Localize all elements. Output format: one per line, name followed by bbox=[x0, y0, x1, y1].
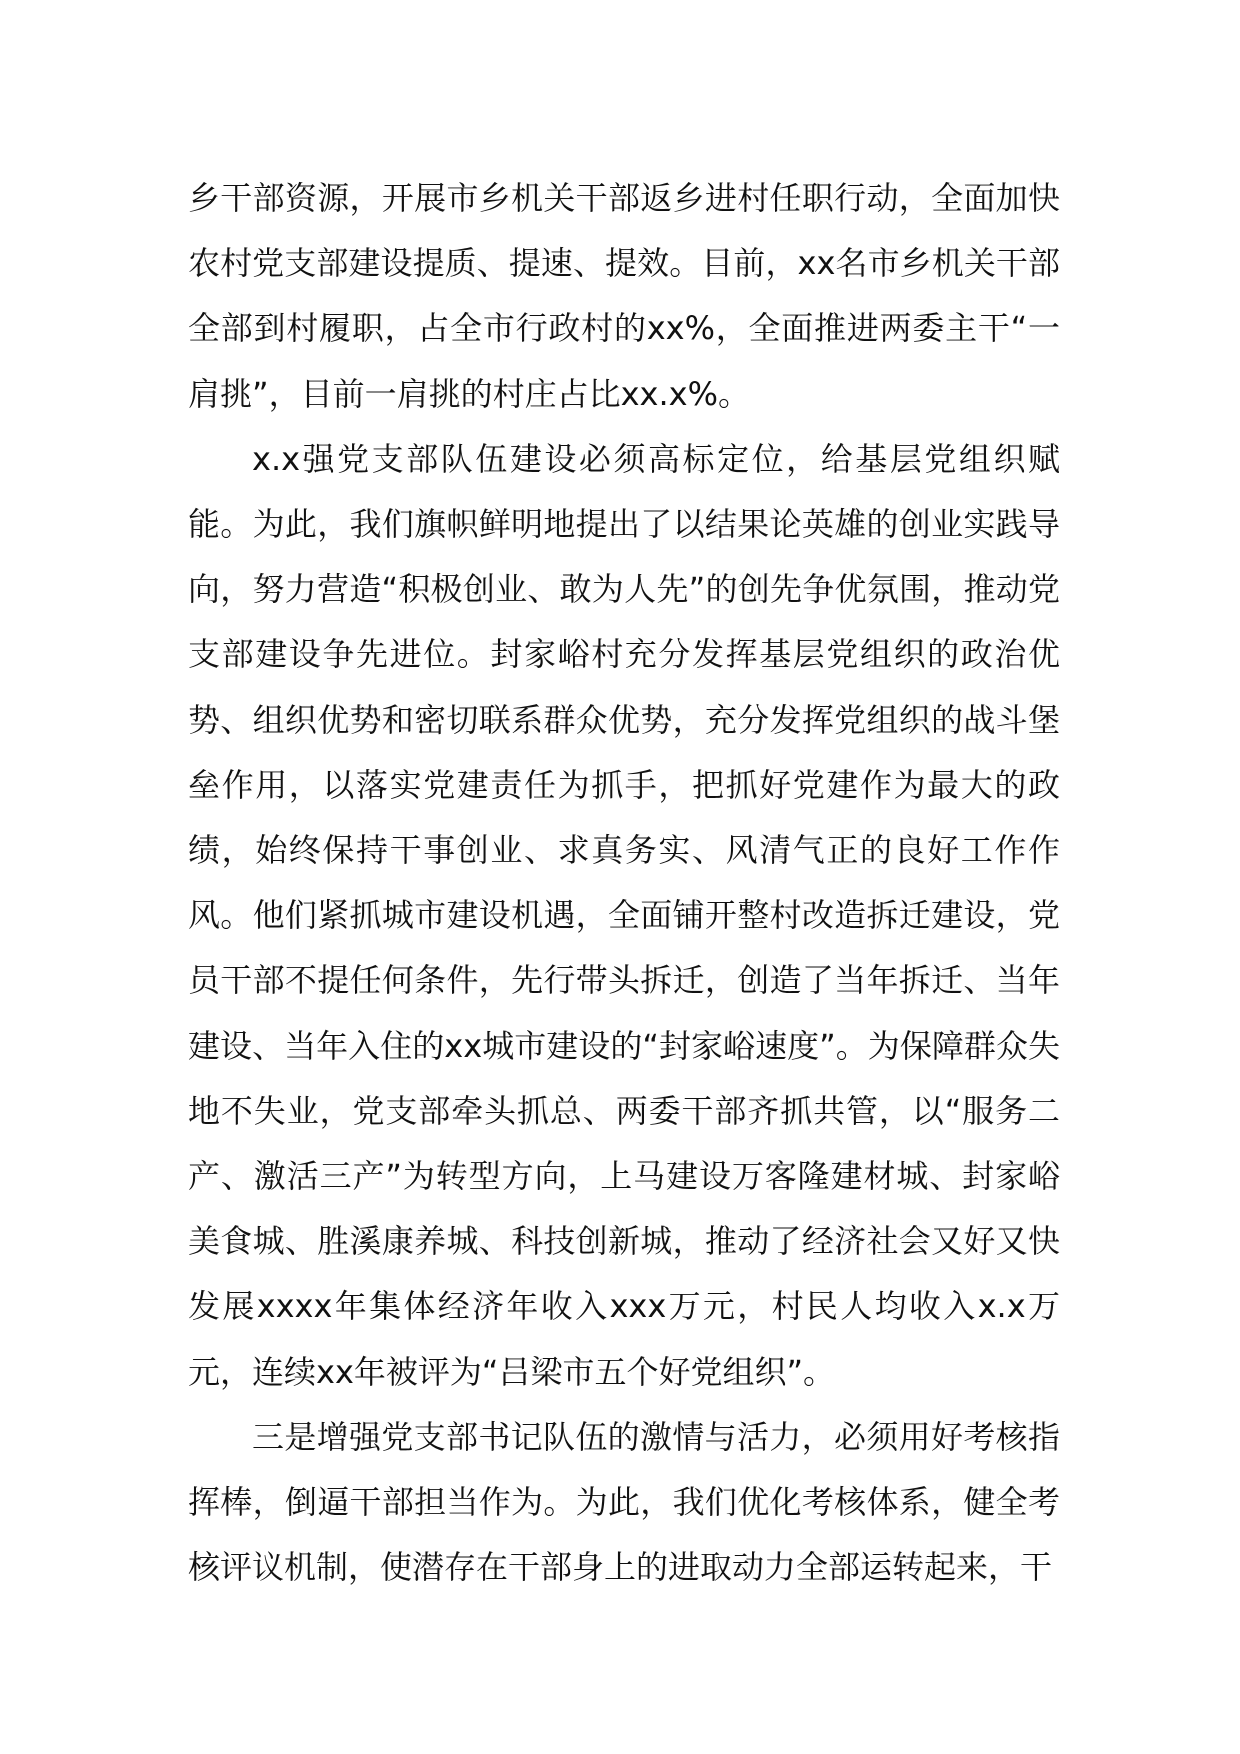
paragraph-3: 三是增强党支部书记队伍的激情与活力，必须用好考核指挥棒，倒逼干部担当作为。为此，我们优化考核体系，健全考核评议机制，使潜存在干部身上的进取动力全部运转起来，干 bbox=[188, 1417, 1060, 1587]
document-body bbox=[188, 166, 1060, 1600]
paragraph-2: x.x强党支部队伍建设必须高标定位，给基层党组织赋能。为此，我们旗帜鲜明地提出了以结果论英雄的创业实践导向，努力营造“积极创业、敢为人先”的创先争优氛围，推动党支部建设争先进位。封家峪村充分发挥基层党组织的政治优势、组织优势和密切联系群众优势，充分发挥党组织的战斗堡垒作用，以落实党建责任为抓手，把抓好党建作为最大的政绩，始终保持干事创业、求真务实、风清气正的良好工作作风。他们紧抓城市建设机遇，全面铺开整村改造拆迁建设，党员干部不提任何条件，先行带头拆迁，创造了当年拆迁、当年建设、当年入住的xx城市建设的“封家峪速度”。为保障群众失地不失业，党支部牵头抓总、两委干部齐抓共管，以“服务二产、激活三产”为转型方向，上马建设万客隆建材城、封家峪美食城、胜溪康养城、科技创新城，推动了经济社会又好又快发展xxxx年集体经济年收入xxx万元，村民人均收入x.x万元，连续xx年被评为“吕梁市五个好党组织”。 bbox=[188, 439, 1060, 1391]
paragraph-1: 乡干部资源，开展市乡机关干部返乡进村任职行动，全面加快农村党支部建设提质、提速、提效。目前，xx名市乡机关干部全部到村履职，占全市行政村的xx%，全面推进两委主干“一肩挑”，目前一肩挑的村庄占比xx.x%。 bbox=[188, 179, 1060, 413]
